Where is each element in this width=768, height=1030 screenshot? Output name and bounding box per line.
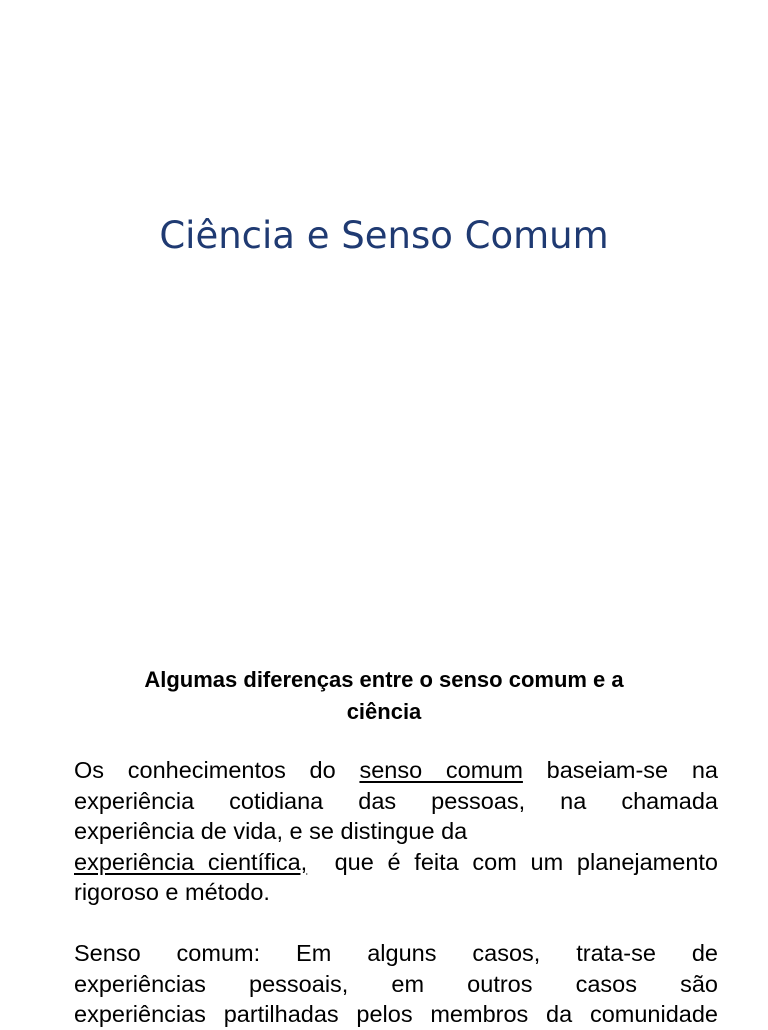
text-segment: baseiam-se na <box>522 757 718 783</box>
underlined-term-senso-comum: senso comum <box>359 757 523 783</box>
text-segment: Os conhecimentos do <box>74 757 360 783</box>
text-segment: que é feita com um planejamento <box>307 848 719 875</box>
paragraph-line: experiência cotidiana das pessoas, na chamada <box>74 787 718 814</box>
section-heading-line-1: Algumas diferenças entre o senso comum e a <box>144 667 624 692</box>
paragraph-common-sense-definition <box>74 938 718 1030</box>
slide-title: Ciência e Senso Comum <box>159 214 609 257</box>
paragraph-line: experiências partilhadas pelos membros da comunidade <box>74 1001 718 1027</box>
paragraph-line: experiência de vida, e se distingue da <box>74 818 468 844</box>
paragraph-line: Senso comum: Em alguns casos, trata-se de <box>74 940 718 966</box>
paragraph-line: rigoroso e método. <box>74 879 270 905</box>
paragraph-line: experiências pessoais, em outros casos são <box>74 970 718 997</box>
section-heading-line-2: ciência <box>346 699 422 724</box>
paragraph-line <box>74 847 718 878</box>
underlined-term-experiencia-cientifica: experiência científica, <box>74 848 308 875</box>
paragraph-common-sense-intro <box>74 755 718 908</box>
paragraph-line <box>74 755 718 786</box>
section-heading <box>90 664 678 728</box>
